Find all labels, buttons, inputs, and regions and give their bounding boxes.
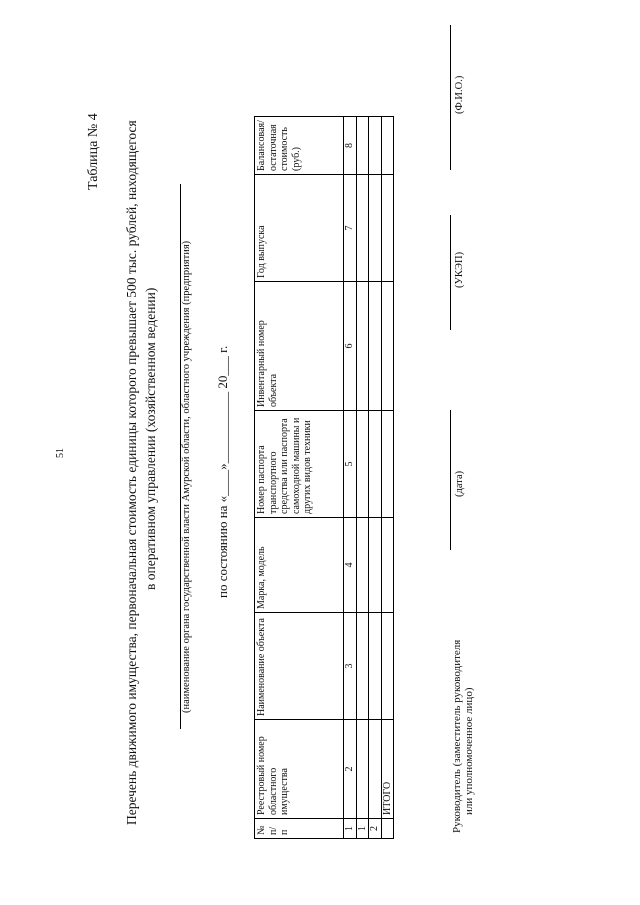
document-title-line-2: в оперативном управлении (хозяйственном ведении)	[143, 287, 158, 590]
org-name-caption: (наименование органа государственной власти Амурской области, областного учреждения (предприятия)	[181, 240, 192, 713]
fio-fill-line	[450, 25, 451, 170]
table-cell	[381, 282, 394, 411]
table-cell	[356, 282, 369, 411]
table-cell	[381, 175, 394, 282]
column-number: 5	[344, 411, 357, 518]
property-register-table	[254, 116, 394, 839]
header-cell-inventory-number: Инвентарный номер объекта	[255, 282, 344, 411]
column-number: 4	[344, 518, 357, 613]
table-row	[356, 117, 369, 839]
signatory-title-line-2: или уполномоченное лицо)	[463, 687, 475, 815]
column-number: 3	[344, 613, 357, 720]
header-cell-registry-number: Реестровый номер областного имущества	[255, 720, 344, 819]
header-cell-year: Год выпуска	[255, 175, 344, 282]
row-index: 2	[369, 819, 382, 839]
table-cell	[369, 613, 382, 720]
table-cell	[356, 411, 369, 518]
table-cell	[381, 613, 394, 720]
date-fill-line	[450, 410, 451, 550]
header-cell-make-model: Марка, модель	[255, 518, 344, 613]
table-label: Таблица № 4	[86, 113, 101, 190]
column-number: 6	[344, 282, 357, 411]
ukep-caption: (УКЭП)	[454, 251, 465, 288]
header-cell-index: № п/п	[255, 819, 344, 839]
header-cell-object-name: Наименование объекта	[255, 613, 344, 720]
total-empty-cell	[381, 819, 394, 839]
table-cell	[381, 518, 394, 613]
table-cell	[369, 411, 382, 518]
document-title-line-1: Перечень движимого имущества, первоначальная стоимость единицы которого превышает 500 тыс. рублей, находящегося	[124, 120, 139, 825]
signatory-title-line-1: Руководитель (заместитель руководителя	[451, 639, 463, 833]
table-cell	[369, 720, 382, 819]
table-cell	[356, 117, 369, 175]
column-number-row	[344, 117, 357, 839]
total-label: ИТОГО	[381, 720, 394, 819]
table-cell	[369, 175, 382, 282]
column-number: 8	[344, 117, 357, 175]
fio-caption: (Ф.И.О.)	[454, 75, 465, 114]
table-header-row	[255, 117, 344, 839]
table-cell	[369, 282, 382, 411]
table-cell	[356, 720, 369, 819]
column-number: 7	[344, 175, 357, 282]
column-number: 1	[344, 819, 357, 839]
header-cell-book-value: Балансовая/ остаточная стоимость (руб.)	[255, 117, 344, 175]
table-cell	[356, 175, 369, 282]
row-index: 1	[356, 819, 369, 839]
as-of-date-line: по состоянию на «____»___________ 20___ г.	[215, 345, 230, 598]
table-cell	[356, 518, 369, 613]
table-cell	[381, 411, 394, 518]
table-cell	[369, 518, 382, 613]
table-cell	[381, 117, 394, 175]
table-cell	[356, 613, 369, 720]
column-number: 2	[344, 720, 357, 819]
table-row	[369, 117, 382, 839]
total-row	[381, 117, 394, 839]
date-caption: (дата)	[454, 470, 465, 497]
ukep-fill-line	[450, 215, 451, 330]
header-cell-passport-number: Номер паспорта транспортного средства или паспорта самоходной машины и других видов техники	[255, 411, 344, 518]
page-number: 51	[55, 448, 66, 458]
table-cell	[369, 117, 382, 175]
